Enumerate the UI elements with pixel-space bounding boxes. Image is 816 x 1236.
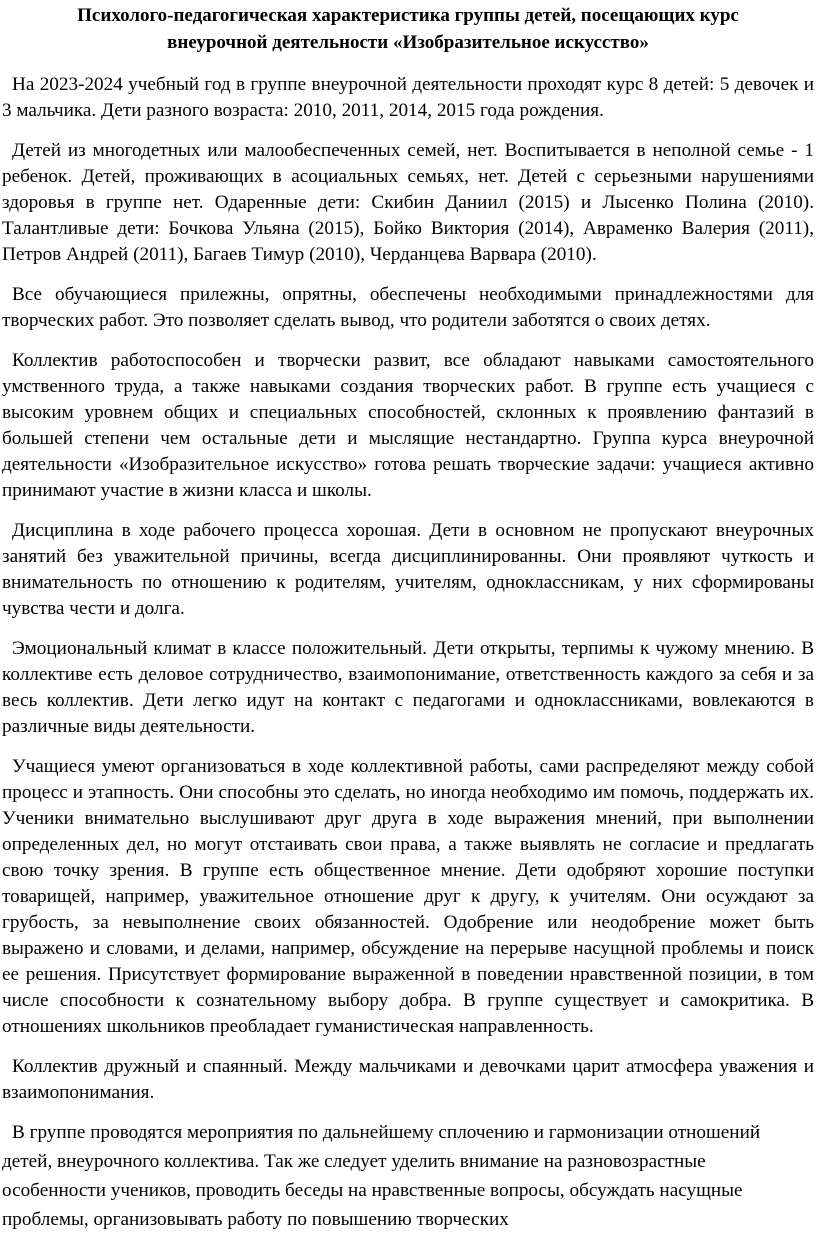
document-title: Психолого-педагогическая характеристика группы детей, посещающих курс внеурочной деятельности «Изобразительное искусство» [77, 5, 739, 53]
paragraph-neatness: Все обучающиеся прилежны, опрятны, обеспечены необходимыми принадлежностями для творческих работ. Это позволяет сделать вывод, что родители заботятся о своих детях. [2, 284, 814, 331]
paragraph-family-and-gifted: Детей из многодетных или малообеспеченных семей, нет. Воспитывается в неполной семье - 1 ребенок. Детей, проживающих в асоциальных семьях, нет. Детей с серьезными нарушениями здоровья в группе нет. Одаренные дети: Скибин Даниил (2015) и Лысенко Полина (2010). Талантливые дети: Бочкова Ульяна (2015), Бойко Виктория (2014), Авраменко Валерия (2011), Петров Андрей (2011), Багаев Тимур (2010), Черданцева Варвара (2010). [2, 140, 814, 265]
paragraph-collective-abilities: Коллектив работоспособен и творчески развит, все обладают навыками самостоятельного умственного труда, а также навыками создания творческих работ. В группе есть учащиеся с высоким уровнем общих и специальных способностей, склонных к проявлению фантазий в большей степени чем остальные дети и мыслящие нестандартно. Группа курса внеурочной деятельности «Изобразительное искусство» готова решать творческие задачи: учащиеся активно принимают участие в жизни класса и школы. [2, 350, 814, 501]
paragraph-group-composition: На 2023-2024 учебный год в группе внеурочной деятельности проходят курс 8 детей: 5 девочек и 3 мальчика. Дети разного возраста: 2010, 2011, 2014, 2015 года рождения. [2, 74, 814, 121]
paragraph-friendship: Коллектив дружный и спаянный. Между мальчиками и девочками царит атмосфера уважения и взаимопонимания. [2, 1056, 814, 1103]
paragraph-discipline: Дисциплина в ходе рабочего процесса хорошая. Дети в основном не пропускают внеурочных занятий без уважительной причины, всегда дисциплинированны. Они проявляют чуткость и внимательность по отношению к родителям, учителям, одноклассникам, у них сформированы чувства чести и долга. [2, 520, 814, 619]
paragraph-organization: Учащиеся умеют организоваться в ходе коллективной работы, сами распределяют между собой процесс и этапность. Они способны это сделать, но иногда необходимо им помочь, поддержать их. Ученики внимательно выслушивают друг друга в ходе выражения мнений, при выполнении определенных дел, но могут отстаивать свои права, а также выявлять не согласие и предлагать свою точку зрения. В группе есть общественное мнение. Дети одобряют хорошие поступки товарищей, например, уважительное отношение друг к другу, к учителям. Они осуждают за грубость, за невыполнение своих обязанностей. Одобрение или неодобрение может быть выражено и словами, и делами, например, обсуждение на перерыве насущной проблемы и поиск ее решения. Присутствует формирование выраженной в поведении нравственной позиции, в том числе способности к сознательному выбору добра. В группе существует и самокритика. В отношениях школьников преобладает гуманистическая направленность. [2, 756, 814, 1037]
paragraph-activities: В группе проводятся мероприятия по дальнейшему сплочению и гармонизации отношений детей, внеурочного коллектива. Так же следует уделить внимание на разновозрастные особенности учеников, проводить беседы на нравственные вопросы, обсуждать насущные проблемы, организовывать работу по повышению творческих [2, 1122, 761, 1230]
paragraph-emotional-climate: Эмоциональный климат в классе положительный. Дети открыты, терпимы к чужому мнению. В коллективе есть деловое сотрудничество, взаимопонимание, ответственность каждого за себя и за весь коллектив. Дети легко идут на контакт с педагогами и одноклассниками, вовлекаются в различные виды деятельности. [2, 638, 814, 737]
